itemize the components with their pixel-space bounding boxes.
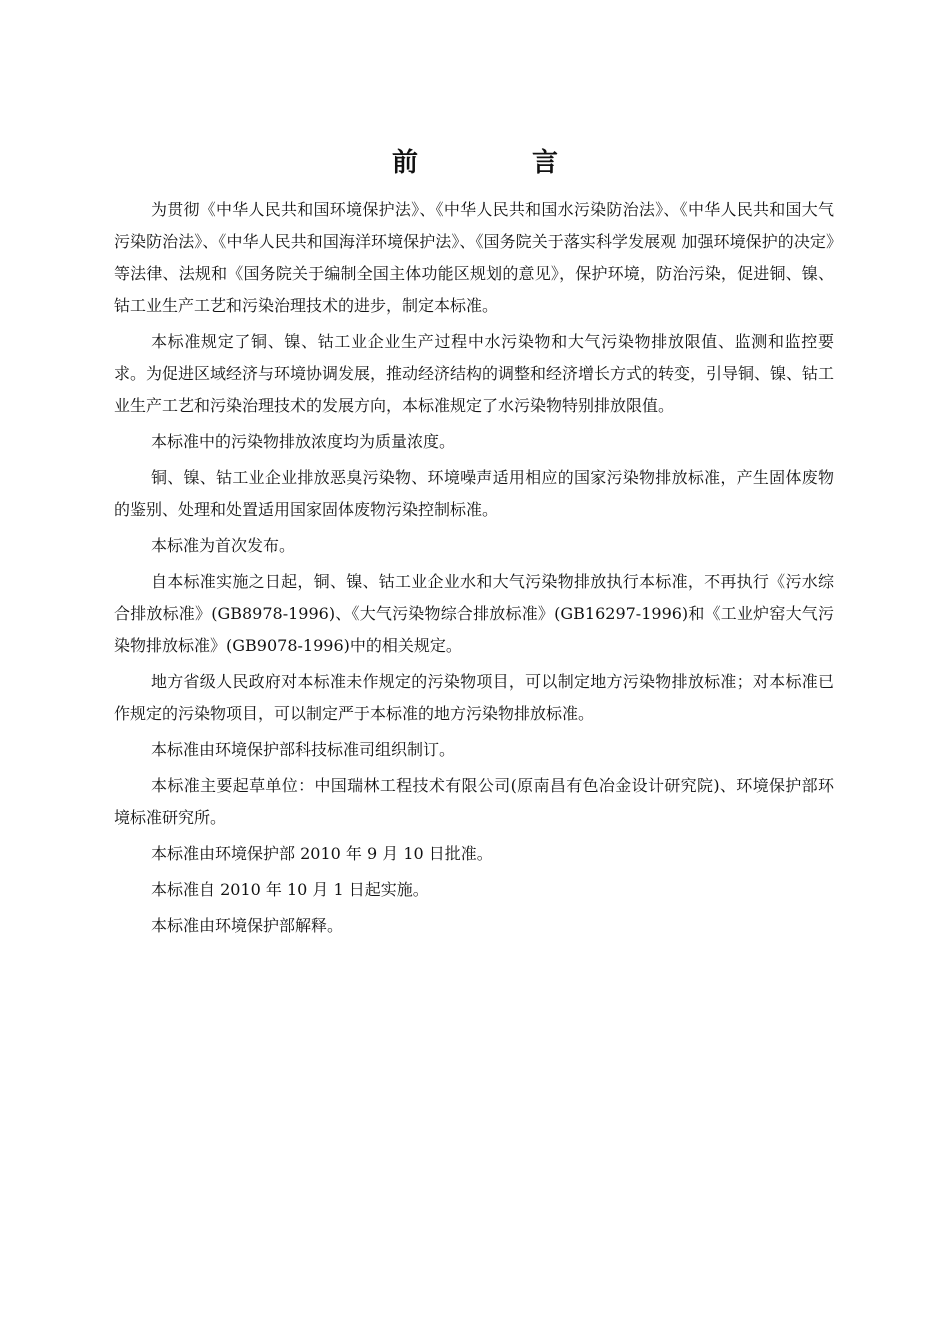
paragraph: 本标准中的污染物排放浓度均为质量浓度。 (151, 432, 456, 451)
paragraph: 本标准由环境保护部解释。 (151, 916, 344, 935)
paragraph: 本标准由环境保护部 2010 年 9 月 10 日批准。 (151, 844, 493, 863)
paragraph: 本标准由环境保护部科技标准司组织制订。 (151, 740, 456, 759)
page-title: 前 言 (391, 148, 602, 178)
paragraph: 本标准规定了铜、镍、钴工业企业生产过程中水污染物和大气污染物排放限值、监测和监控要求。为促进区域经济与环境协调发展，推动经济结构的调整和经济增长方式的转变，引导铜、镍、钴工业生产工艺和污染治理技术的发展方向，本标准规定了水污染物特别排放限值。 (114, 332, 835, 415)
paragraph: 本标准主要起草单位：中国瑞林工程技术有限公司(原南昌有色冶金设计研究院)、环境保护部环境标准研究所。 (114, 776, 834, 827)
paragraph: 铜、镍、钴工业企业排放恶臭污染物、环境噪声适用相应的国家污染物排放标准，产生固体废物的鉴别、处理和处置适用国家固体废物污染控制标准。 (114, 468, 834, 519)
preface-body (114, 194, 834, 946)
paragraph: 本标准为首次发布。 (151, 536, 296, 555)
paragraph: 自本标准实施之日起，铜、镍、钴工业企业水和大气污染物排放执行本标准，不再执行《污水综合排放标准》(GB8978-1996)、《大气污染物综合排放标准》(GB16297-1996)和《工业炉窑大气污染物排放标准》(GB9078-1996)中的相关规定。 (114, 572, 834, 655)
paragraph: 本标准自 2010 年 10 月 1 日起实施。 (151, 880, 429, 899)
paragraph: 地方省级人民政府对本标准未作规定的污染物项目，可以制定地方污染物排放标准；对本标准已作规定的污染物项目，可以制定严于本标准的地方污染物排放标准。 (114, 672, 834, 723)
paragraph: 为贯彻《中华人民共和国环境保护法》、《中华人民共和国水污染防治法》、《中华人民共和国大气污染防治法》、《中华人民共和国海洋环境保护法》、《国务院关于落实科学发展观 加强环境保护的决定》等法律、法规和《国务院关于编制全国主体功能区规划的意见》，保护环境，防治污染，促进铜、镍、钴工业生产工艺和污染治理技术的进步，制定本标准。 (114, 200, 834, 315)
